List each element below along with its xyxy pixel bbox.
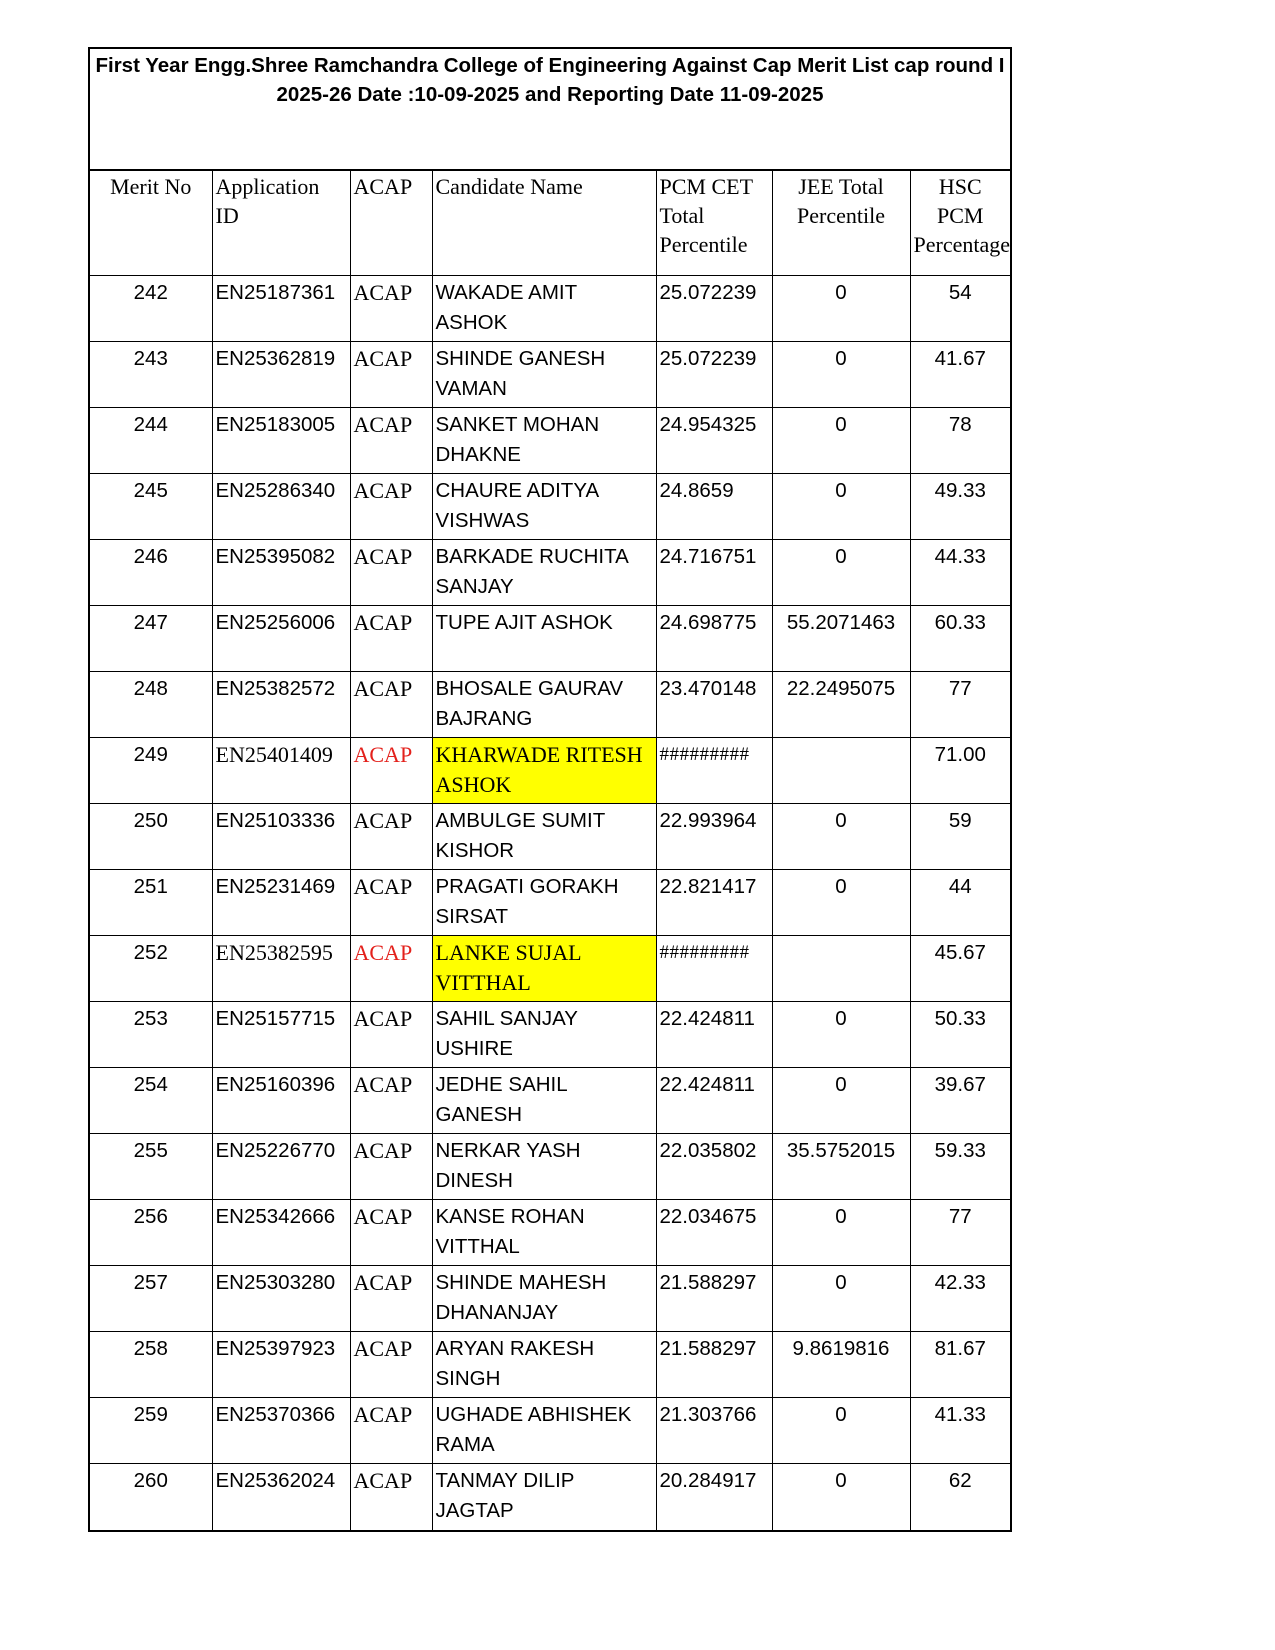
application-id-cell: EN25397923 <box>212 1332 350 1398</box>
candidate-name-cell: TANMAY DILIP JAGTAP <box>432 1464 656 1530</box>
header-application-id: Application ID <box>212 171 350 276</box>
table-row <box>90 276 1010 342</box>
jee-total-cell: 0 <box>772 1002 910 1068</box>
candidate-name-cell: KHARWADE RITESH ASHOK <box>432 738 656 804</box>
pcm-cet-cell: 22.035802 <box>656 1134 772 1200</box>
pcm-cet-cell: 22.424811 <box>656 1002 772 1068</box>
merit-no-cell: 253 <box>90 1002 212 1068</box>
merit-no-cell: 244 <box>90 408 212 474</box>
jee-total-cell: 0 <box>772 540 910 606</box>
acap-cell: ACAP <box>350 474 432 540</box>
jee-total-cell: 9.8619816 <box>772 1332 910 1398</box>
acap-cell: ACAP <box>350 408 432 474</box>
hsc-pcm-cell: 59 <box>910 804 1010 870</box>
jee-total-cell: 35.5752015 <box>772 1134 910 1200</box>
merit-no-cell: 245 <box>90 474 212 540</box>
merit-no-cell: 252 <box>90 936 212 1002</box>
table-row <box>90 1398 1010 1464</box>
hsc-pcm-cell: 60.33 <box>910 606 1010 672</box>
hsc-pcm-cell: 62 <box>910 1464 1010 1530</box>
table-row <box>90 1200 1010 1266</box>
application-id-cell: EN25103336 <box>212 804 350 870</box>
acap-cell: ACAP <box>350 738 432 804</box>
pcm-cet-cell: 20.284917 <box>656 1464 772 1530</box>
pcm-cet-cell: 24.954325 <box>656 408 772 474</box>
candidate-name-cell: BHOSALE GAURAV BAJRANG <box>432 672 656 738</box>
candidate-name-cell: PRAGATI GORAKH SIRSAT <box>432 870 656 936</box>
application-id-cell: EN25256006 <box>212 606 350 672</box>
application-id-cell: EN25382572 <box>212 672 350 738</box>
acap-cell: ACAP <box>350 1068 432 1134</box>
candidate-name-cell: LANKE SUJAL VITTHAL <box>432 936 656 1002</box>
acap-cell: ACAP <box>350 1332 432 1398</box>
candidate-name-cell: SHINDE GANESH VAMAN <box>432 342 656 408</box>
pcm-cet-cell: 25.072239 <box>656 276 772 342</box>
pcm-cet-cell: 22.424811 <box>656 1068 772 1134</box>
hsc-pcm-cell: 71.00 <box>910 738 1010 804</box>
table-row <box>90 1464 1010 1530</box>
application-id-cell: EN25342666 <box>212 1200 350 1266</box>
candidate-name-cell: SAHIL SANJAY USHIRE <box>432 1002 656 1068</box>
candidate-name-cell: BARKADE RUCHITA SANJAY <box>432 540 656 606</box>
hsc-pcm-cell: 39.67 <box>910 1068 1010 1134</box>
application-id-cell: EN25362819 <box>212 342 350 408</box>
application-id-cell: EN25382595 <box>212 936 350 1002</box>
jee-total-cell: 0 <box>772 408 910 474</box>
header-hsc-pcm: HSC PCM Percentage <box>910 171 1010 276</box>
acap-cell: ACAP <box>350 804 432 870</box>
table-row <box>90 1332 1010 1398</box>
application-id-cell: EN25362024 <box>212 1464 350 1530</box>
table-row <box>90 1002 1010 1068</box>
merit-list-sheet <box>88 47 1012 1532</box>
application-id-cell: EN25183005 <box>212 408 350 474</box>
candidate-name-cell: KANSE ROHAN VITTHAL <box>432 1200 656 1266</box>
pcm-cet-cell: 24.698775 <box>656 606 772 672</box>
acap-cell: ACAP <box>350 936 432 1002</box>
table-row <box>90 738 1010 804</box>
acap-cell: ACAP <box>350 540 432 606</box>
hsc-pcm-cell: 44 <box>910 870 1010 936</box>
pcm-cet-cell: 22.993964 <box>656 804 772 870</box>
title-line-1: First Year Engg.Shree Ramchandra College of Engineering Against Cap Merit List cap round I <box>95 54 1005 77</box>
pcm-cet-cell: 22.034675 <box>656 1200 772 1266</box>
merit-no-cell: 251 <box>90 870 212 936</box>
header-merit-no: Merit No <box>90 171 212 276</box>
application-id-cell: EN25401409 <box>212 738 350 804</box>
pcm-cet-cell: 21.588297 <box>656 1332 772 1398</box>
application-id-cell: EN25231469 <box>212 870 350 936</box>
merit-no-cell: 243 <box>90 342 212 408</box>
acap-cell: ACAP <box>350 606 432 672</box>
candidate-name-cell: SANKET MOHAN DHAKNE <box>432 408 656 474</box>
application-id-cell: EN25187361 <box>212 276 350 342</box>
candidate-name-cell: UGHADE ABHISHEK RAMA <box>432 1398 656 1464</box>
table-row <box>90 540 1010 606</box>
jee-total-cell: 0 <box>772 1068 910 1134</box>
jee-total-cell <box>772 936 910 1002</box>
pcm-cet-cell: 25.072239 <box>656 342 772 408</box>
jee-total-cell: 0 <box>772 870 910 936</box>
candidate-name-cell: AMBULGE SUMIT KISHOR <box>432 804 656 870</box>
jee-total-cell: 0 <box>772 1200 910 1266</box>
hsc-pcm-cell: 77 <box>910 1200 1010 1266</box>
header-pcm-cet: PCM CET Total Percentile <box>656 171 772 276</box>
candidate-name-cell: WAKADE AMIT ASHOK <box>432 276 656 342</box>
pcm-cet-cell: 24.716751 <box>656 540 772 606</box>
jee-total-cell: 0 <box>772 1464 910 1530</box>
hsc-pcm-cell: 54 <box>910 276 1010 342</box>
hsc-pcm-cell: 42.33 <box>910 1266 1010 1332</box>
merit-no-cell: 254 <box>90 1068 212 1134</box>
hsc-pcm-cell: 50.33 <box>910 1002 1010 1068</box>
merit-no-cell: 259 <box>90 1398 212 1464</box>
acap-cell: ACAP <box>350 276 432 342</box>
jee-total-cell: 0 <box>772 804 910 870</box>
merit-no-cell: 242 <box>90 276 212 342</box>
table-row <box>90 1266 1010 1332</box>
acap-cell: ACAP <box>350 1398 432 1464</box>
pcm-cet-cell: 21.303766 <box>656 1398 772 1464</box>
application-id-cell: EN25370366 <box>212 1398 350 1464</box>
merit-no-cell: 246 <box>90 540 212 606</box>
hsc-pcm-cell: 78 <box>910 408 1010 474</box>
merit-no-cell: 250 <box>90 804 212 870</box>
merit-no-cell: 256 <box>90 1200 212 1266</box>
pcm-cet-cell: 21.588297 <box>656 1266 772 1332</box>
acap-cell: ACAP <box>350 1002 432 1068</box>
acap-cell: ACAP <box>350 672 432 738</box>
application-id-cell: EN25303280 <box>212 1266 350 1332</box>
jee-total-cell: 0 <box>772 342 910 408</box>
document-title <box>90 49 1010 171</box>
pcm-cet-cell: 22.821417 <box>656 870 772 936</box>
jee-total-cell <box>772 738 910 804</box>
jee-total-cell: 0 <box>772 1398 910 1464</box>
jee-total-cell: 0 <box>772 474 910 540</box>
merit-no-cell: 249 <box>90 738 212 804</box>
application-id-cell: EN25157715 <box>212 1002 350 1068</box>
header-candidate-name: Candidate Name <box>432 171 656 276</box>
acap-cell: ACAP <box>350 342 432 408</box>
table-row <box>90 936 1010 1002</box>
acap-cell: ACAP <box>350 870 432 936</box>
application-id-cell: EN25226770 <box>212 1134 350 1200</box>
hsc-pcm-cell: 41.33 <box>910 1398 1010 1464</box>
application-id-cell: EN25160396 <box>212 1068 350 1134</box>
candidate-name-cell: JEDHE SAHIL GANESH <box>432 1068 656 1134</box>
pcm-cet-cell: ######### <box>656 738 772 804</box>
pcm-cet-cell: 24.8659 <box>656 474 772 540</box>
jee-total-cell: 55.2071463 <box>772 606 910 672</box>
jee-total-cell: 22.2495075 <box>772 672 910 738</box>
table-row <box>90 804 1010 870</box>
jee-total-cell: 0 <box>772 1266 910 1332</box>
hsc-pcm-cell: 77 <box>910 672 1010 738</box>
hsc-pcm-cell: 49.33 <box>910 474 1010 540</box>
hsc-pcm-cell: 81.67 <box>910 1332 1010 1398</box>
candidate-name-cell: NERKAR YASH DINESH <box>432 1134 656 1200</box>
pcm-cet-cell: ######### <box>656 936 772 1002</box>
merit-no-cell: 248 <box>90 672 212 738</box>
table-row <box>90 408 1010 474</box>
header-jee-total: JEE Total Percentile <box>772 171 910 276</box>
table-row <box>90 606 1010 672</box>
title-line-2: 2025-26 Date :10-09-2025 and Reporting Date 11-09-2025 <box>276 83 824 106</box>
candidate-name-cell: ARYAN RAKESH SINGH <box>432 1332 656 1398</box>
merit-no-cell: 257 <box>90 1266 212 1332</box>
hsc-pcm-cell: 44.33 <box>910 540 1010 606</box>
merit-no-cell: 255 <box>90 1134 212 1200</box>
table-row <box>90 1068 1010 1134</box>
merit-no-cell: 260 <box>90 1464 212 1530</box>
header-acap: ACAP <box>350 171 432 276</box>
table-row <box>90 342 1010 408</box>
merit-no-cell: 247 <box>90 606 212 672</box>
acap-cell: ACAP <box>350 1464 432 1530</box>
table-row <box>90 1134 1010 1200</box>
application-id-cell: EN25286340 <box>212 474 350 540</box>
table-row <box>90 870 1010 936</box>
merit-table <box>90 171 1010 1530</box>
acap-cell: ACAP <box>350 1134 432 1200</box>
hsc-pcm-cell: 41.67 <box>910 342 1010 408</box>
candidate-name-cell: CHAURE ADITYA VISHWAS <box>432 474 656 540</box>
candidate-name-cell: SHINDE MAHESH DHANANJAY <box>432 1266 656 1332</box>
hsc-pcm-cell: 59.33 <box>910 1134 1010 1200</box>
jee-total-cell: 0 <box>772 276 910 342</box>
pcm-cet-cell: 23.470148 <box>656 672 772 738</box>
acap-cell: ACAP <box>350 1266 432 1332</box>
table-row <box>90 474 1010 540</box>
table-row <box>90 672 1010 738</box>
candidate-name-cell: TUPE AJIT ASHOK <box>432 606 656 672</box>
hsc-pcm-cell: 45.67 <box>910 936 1010 1002</box>
application-id-cell: EN25395082 <box>212 540 350 606</box>
header-row <box>90 171 1010 276</box>
merit-no-cell: 258 <box>90 1332 212 1398</box>
acap-cell: ACAP <box>350 1200 432 1266</box>
